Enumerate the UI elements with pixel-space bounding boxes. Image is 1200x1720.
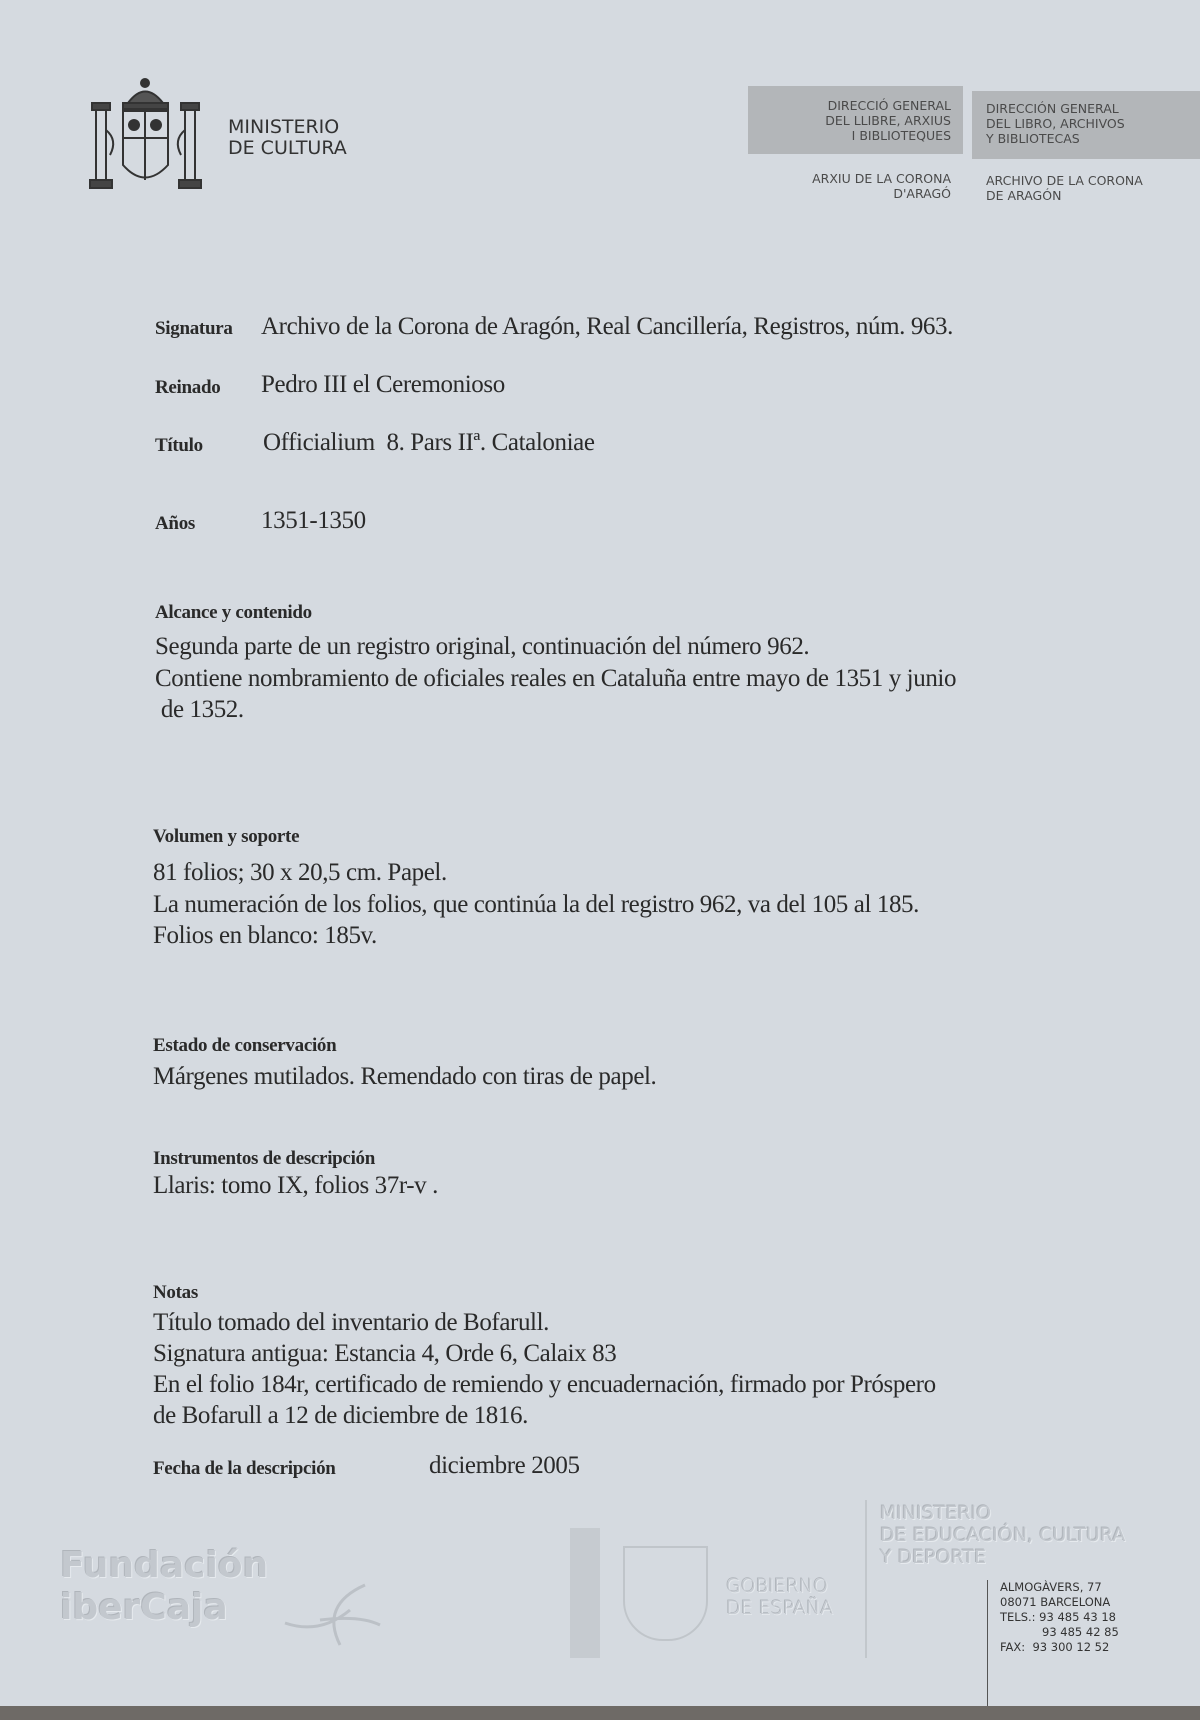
archive-line: D'ARAGÓ bbox=[893, 186, 951, 201]
text-line: La numeración de los folios, que continúa la del registro 962, va del 105 al 185. bbox=[153, 890, 920, 918]
titulo-label: Título bbox=[155, 435, 203, 456]
ministerio-line: Y DEPORTE bbox=[880, 1546, 987, 1568]
anos-label: Años bbox=[155, 513, 195, 534]
archive-line: DE ARAGÓN bbox=[986, 188, 1062, 203]
estado-label: Estado de conservación bbox=[153, 1035, 337, 1056]
footer-divider bbox=[865, 1500, 867, 1658]
archive-name-spanish bbox=[986, 173, 1143, 203]
coat-of-arms-logo bbox=[88, 75, 203, 197]
signatura-label: Signatura bbox=[155, 318, 233, 339]
address-line: ALMOGÀVERS, 77 bbox=[1000, 1580, 1102, 1594]
dept-line: DIRECCIÓ GENERAL bbox=[827, 98, 951, 113]
dept-line: I BIBLIOTEQUES bbox=[851, 128, 951, 143]
text-line: Título tomado del inventario de Bofarull. bbox=[153, 1309, 550, 1336]
instrumentos-label: Instrumentos de descripción bbox=[153, 1148, 376, 1169]
reinado-value: Pedro III el Ceremonioso bbox=[261, 371, 505, 398]
fecha-value: diciembre 2005 bbox=[429, 1452, 580, 1479]
dept-line: DEL LIBRO, ARCHIVOS bbox=[986, 116, 1125, 131]
ministerio-educacion-text bbox=[880, 1502, 1125, 1568]
notas-text bbox=[153, 1307, 936, 1431]
ibercaja-swoosh-icon bbox=[280, 1575, 390, 1655]
dept-box-spanish bbox=[972, 91, 1200, 159]
ministry-line: MINISTERIO bbox=[228, 116, 340, 138]
dept-line: DEL LLIBRE, ARXIUS bbox=[825, 113, 951, 128]
ministry-name bbox=[228, 117, 347, 159]
dept-line: Y BIBLIOTECAS bbox=[986, 131, 1080, 146]
fecha-label: Fecha de la descripción bbox=[153, 1458, 336, 1479]
gobierno-line: GOBIERNO bbox=[726, 1575, 829, 1597]
text-line: En el folio 184r, certificado de remiendo y encuadernación, firmado por Próspero bbox=[153, 1371, 936, 1398]
gobierno-line: DE ESPAÑA bbox=[726, 1597, 834, 1619]
signatura-value: Archivo de la Corona de Aragón, Real Cancillería, Registros, núm. 963. bbox=[261, 313, 953, 340]
text-line: de Bofarull a 12 de diciembre de 1816. bbox=[153, 1402, 528, 1429]
archive-line: ARXIU DE LA CORONA bbox=[812, 171, 951, 186]
ibercaja-line: Fundación bbox=[60, 1545, 269, 1586]
ministerio-line: MINISTERIO bbox=[880, 1502, 992, 1524]
ministry-line: DE CULTURA bbox=[228, 137, 347, 159]
instrumentos-text bbox=[153, 1172, 438, 1200]
ibercaja-logo bbox=[60, 1545, 268, 1629]
text-line: Folios en blanco: 185v. bbox=[153, 922, 377, 949]
archive-name-catalan bbox=[748, 171, 951, 201]
estado-text bbox=[153, 1063, 656, 1091]
titulo-value: Officialium 8. Pars IIª. Cataloniae bbox=[263, 429, 595, 456]
text-line: Márgenes mutilados. Remendado con tiras de papel. bbox=[153, 1063, 657, 1090]
ibercaja-line: iberCaja bbox=[60, 1587, 228, 1628]
alcance-label: Alcance y contenido bbox=[155, 602, 312, 623]
notas-label: Notas bbox=[153, 1282, 198, 1303]
government-crest-icon bbox=[623, 1546, 708, 1641]
address-divider bbox=[987, 1580, 988, 1706]
dept-box-catalan bbox=[748, 86, 963, 154]
reinado-label: Reinado bbox=[155, 377, 221, 398]
phone-line: TELS.: 93 485 43 18 bbox=[1000, 1610, 1116, 1624]
text-line: Contiene nombramiento de oficiales reales en Cataluña entre mayo de 1351 y junio bbox=[155, 664, 957, 692]
ministerio-line: DE EDUCACIÓN, CULTURA bbox=[880, 1524, 1126, 1546]
address-block bbox=[1000, 1580, 1119, 1655]
phone-line: 93 485 42 85 bbox=[1042, 1625, 1119, 1639]
gobierno-text bbox=[726, 1575, 833, 1619]
text-line: 81 folios; 30 x 20,5 cm. Papel. bbox=[153, 859, 447, 886]
archive-line: ARCHIVO DE LA CORONA bbox=[986, 173, 1143, 188]
alcance-text bbox=[155, 631, 956, 726]
text-line: Llaris: tomo IX, folios 37r-v . bbox=[153, 1172, 438, 1199]
spain-flag-band bbox=[570, 1528, 600, 1658]
text-line: Signatura antigua: Estancia 4, Orde 6, Calaix 83 bbox=[153, 1340, 617, 1367]
page-bottom-edge bbox=[0, 1706, 1200, 1720]
anos-value: 1351-1350 bbox=[261, 507, 366, 534]
volumen-text bbox=[153, 857, 919, 952]
dept-line: DIRECCIÓN GENERAL bbox=[986, 101, 1119, 116]
address-line: 08071 BARCELONA bbox=[1000, 1595, 1111, 1609]
fax-line: FAX: 93 300 12 52 bbox=[1000, 1640, 1110, 1654]
text-line: Segunda parte de un registro original, continuación del número 962. bbox=[155, 633, 810, 660]
text-line: de 1352. bbox=[155, 696, 244, 723]
volumen-label: Volumen y soporte bbox=[153, 826, 300, 847]
